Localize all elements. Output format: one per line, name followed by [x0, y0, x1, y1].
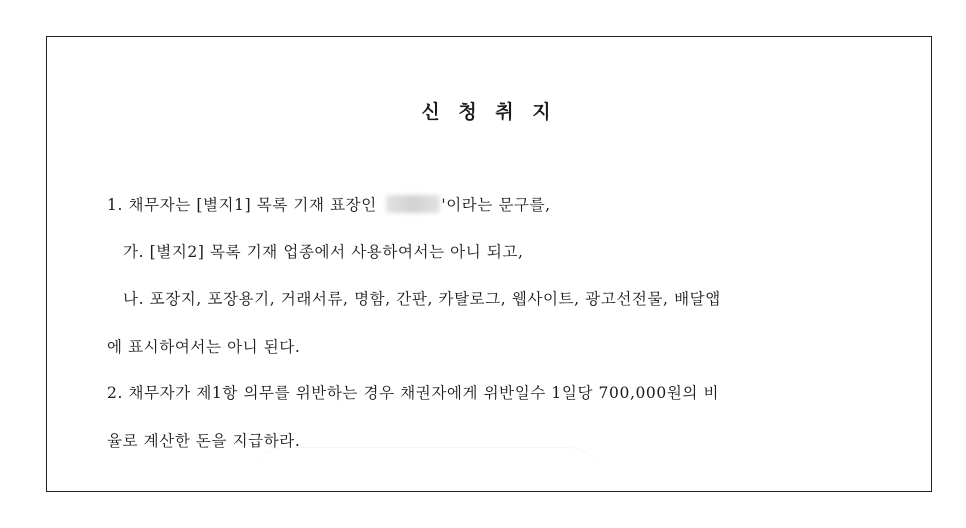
- paragraph-2-continued: 율로 계산한 돈을 지급하라.: [107, 432, 301, 450]
- paragraph-1: [107, 193, 551, 215]
- paragraph-1-item-na: 나. 포장지, 포장용기, 거래서류, 명함, 간판, 카탈로그, 웹사이트, 광고선전물, 배달앱: [123, 290, 721, 308]
- document-frame: [46, 36, 932, 492]
- paragraph-1-start: 1. 채무자는 [별지1] 목록 기재 표장인: [107, 196, 383, 214]
- paragraph-1-item-na-continued: 에 표시하여서는 아니 된다.: [107, 338, 301, 356]
- paragraph-2: 2. 채무자가 제1항 의무를 위반하는 경우 채권자에게 위반일수 1일당 700,000원의 비: [107, 384, 720, 402]
- document-title: 신 청 취 지: [421, 101, 557, 123]
- paragraph-1-item-ga: 가. [별지2] 목록 기재 업종에서 사용하여서는 아니 되고,: [123, 243, 524, 261]
- faint-watermark: [247, 447, 607, 528]
- redacted-mark: [386, 195, 440, 213]
- paragraph-1-end: '이라는 문구를,: [441, 196, 551, 214]
